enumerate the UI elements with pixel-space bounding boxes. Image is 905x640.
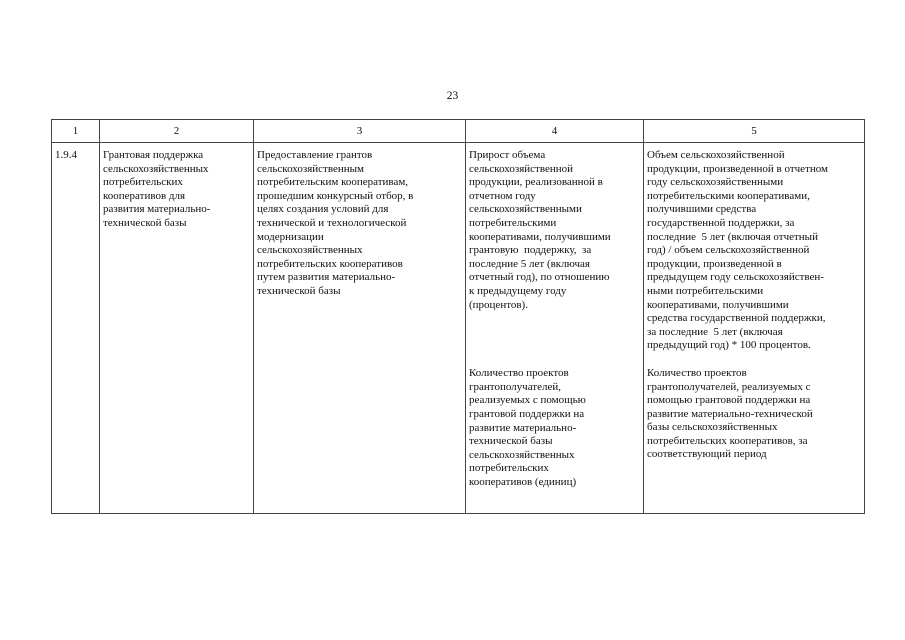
column-header-5: 5	[644, 120, 865, 143]
table-row	[52, 143, 865, 514]
table-header-row	[52, 120, 865, 143]
indicator-growth-text: Прирост объема сельскохозяйственной продукции, реализованной в отчетном году сельскохозяйственными потребительскими кооперативами, получившими грантовую поддержку, за последние 5 лет (включая отчетный год), по отношению к предыдущему году (процентов).	[469, 149, 611, 311]
formula-projects-text: Количество проектов грантополучателей, реализуемых с помощью грантовой поддержки на развитие материально-технической базы сельскохозяйственных потребительских кооперативов, за соответствующий период	[647, 366, 813, 461]
indicator-projects-text: Количество проектов грантополучателей, реализуемых с помощью грантовой поддержки на развитие материально- технической базы сельскохозяйственных потребительских кооперативов (единиц)	[469, 367, 586, 488]
column-header-1: 1	[52, 120, 100, 143]
spacer	[469, 312, 640, 367]
measure-description: Предоставление грантов сельскохозяйственным потребительским кооперативам, прошедшим конкурсный отбор, в целях создания условий для технической и технологической модернизации сельскохозяйственных потребительских кооперативов путем развития материально- технической базы	[257, 149, 414, 297]
spacer	[647, 353, 861, 367]
formula-cell	[644, 143, 865, 514]
row-code-cell	[52, 143, 100, 514]
page-number: 23	[446, 90, 459, 102]
column-header-4: 4	[466, 120, 644, 143]
indicators-table	[51, 119, 865, 514]
row-code: 1.9.4	[55, 149, 77, 161]
column-header-2: 2	[100, 120, 254, 143]
formula-growth-text: Объем сельскохозяйственной продукции, произведенной в отчетном году сельскохозяйственными потребительскими кооперативами, получившими средства государственной поддержки, за последние 5 лет (включая отчетный год) / объем сельскохозяйственной продукции, произведенной в предыдущем году сельскохозяйствен- ными потребительскими кооперативами, получившими средства государственной поддержки, за последние 5 лет (включая предыдущий год) * 100 процентов.	[647, 149, 829, 352]
measure-description-cell	[254, 143, 466, 514]
indicator-cell	[466, 143, 644, 514]
measure-name: Грантовая поддержка сельскохозяйственных потребительских кооперативов для развития материально- технической базы	[103, 149, 211, 229]
measure-name-cell	[100, 143, 254, 514]
column-header-3: 3	[254, 120, 466, 143]
